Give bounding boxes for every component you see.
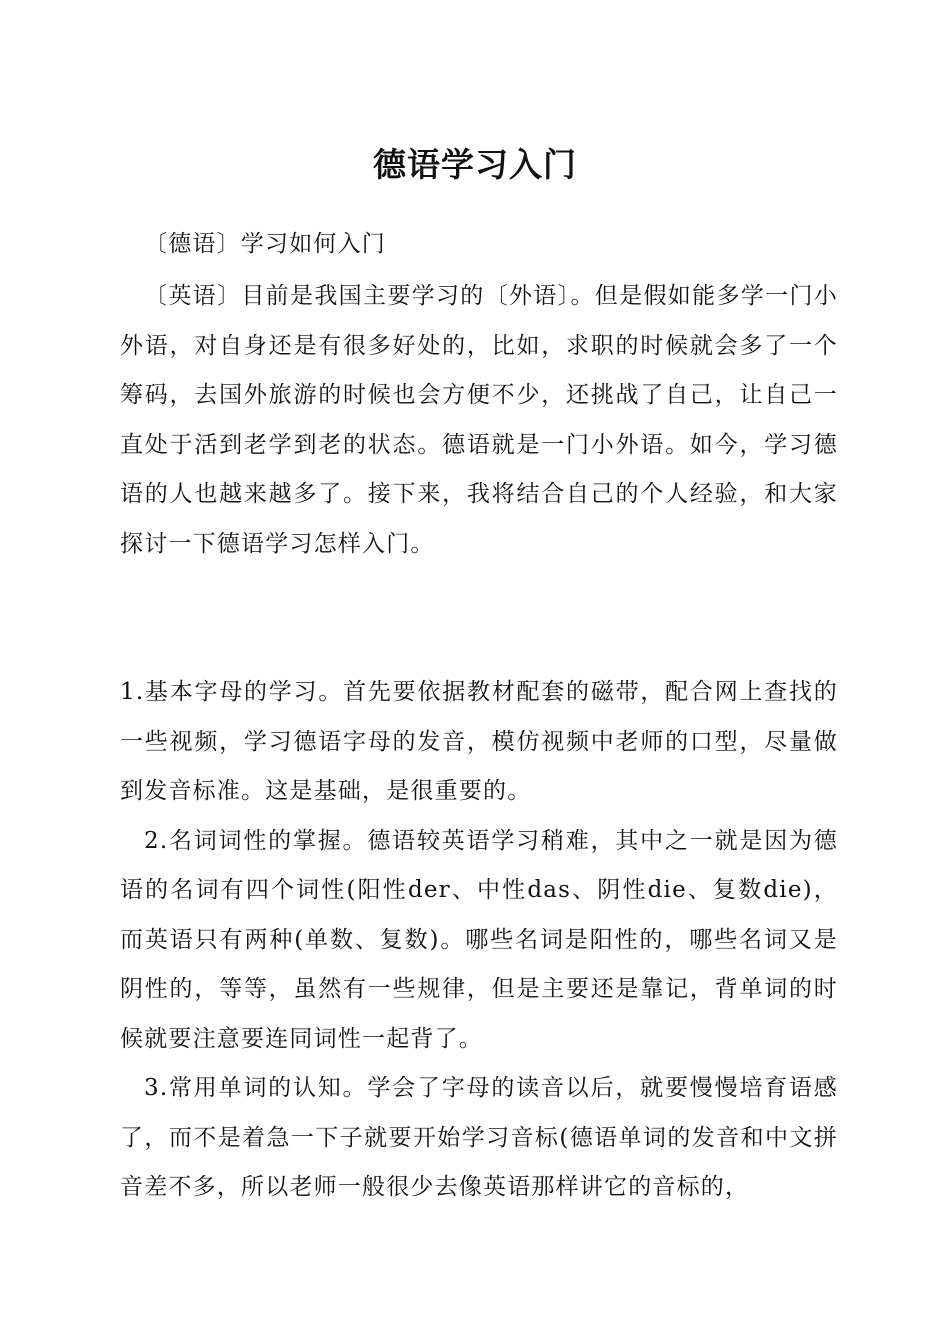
points-block: [120, 668, 838, 1213]
intro-paragraph: 〔英语〕目前是我国主要学习的〔外语〕。但是假如能多学一门小外语，对自身还是有很多好处的，比如，求职的时候就会多了一个筹码，去国外旅游的时候也会方便不少，还挑战了自己，让自己一直处于活到老学到老的状态。德语就是一门小外语。如今，学习德语的人也越来越多了。接下来，我将结合自己的个人经验，和大家探讨一下德语学习怎样入门。: [120, 283, 838, 557]
point-paragraph-1: 1.基本字母的学习。首先要依据教材配套的磁带，配合网上查找的一些视频，学习德语字母的发音，模仿视频中老师的口型，尽量做到发音标准。这是基础，是很重要的。: [120, 679, 838, 804]
intro-block: [120, 272, 838, 569]
document-subtitle: 〔德语〕学习如何入门: [144, 231, 386, 257]
document-title: 德语学习入门: [373, 145, 577, 184]
point-paragraph-2: 2.名词词性的掌握。德语较英语学习稍难，其中之一就是因为德语的名词有四个词性(阳性der、中性das、阴性die、复数die)，而英语只有两种(单数、复数)。哪些名词是阳性的，哪些名词又是阴性的，等等，虽然有一些规律，但是主要还是靠记，背单词的时候就要注意要连同词性一起背了。: [120, 827, 838, 1052]
point-paragraph-3: 3.常用单词的认知。学会了字母的读音以后，就要慢慢培育语感了，而不是着急一下子就要开始学习音标(德语单词的发音和中文拼音差不多，所以老师一般很少去像英语那样讲它的音标的，: [120, 1075, 838, 1200]
